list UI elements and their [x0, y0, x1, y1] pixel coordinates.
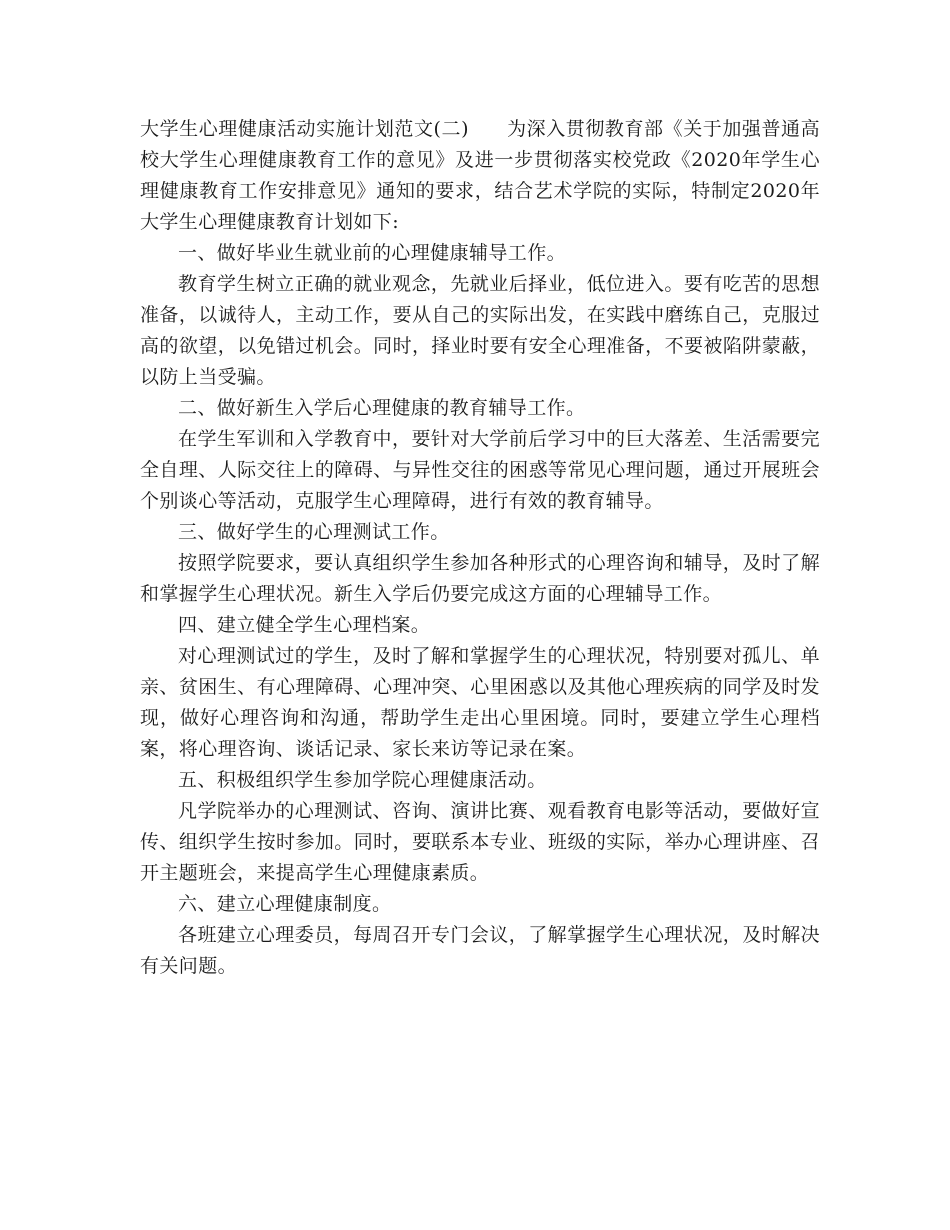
section-heading-3: 三、做好学生的心理测试工作。 [178, 521, 450, 543]
document-body [140, 114, 820, 982]
section-heading-5: 五、积极组织学生参加学院心理健康活动。 [178, 769, 547, 791]
section-heading-1: 一、做好毕业生就业前的心理健康辅导工作。 [178, 242, 567, 264]
intro-text: 为深入贯彻教育部《关于加强普通高校大学生心理健康教育工作的意见》及进一步贯彻落实校党政《2020年学生心理健康教育工作安排意见》通知的要求，结合艺术学院的实际，特制定2020年大学生心理健康教育计划如下: [140, 118, 821, 233]
section-heading-2: 二、做好新生入学后心理健康的教育辅导工作。 [178, 397, 586, 419]
opening-paragraph [140, 114, 820, 238]
section-body-3: 按照学院要求，要认真组织学生参加各种形式的心理咨询和辅导，及时了解和掌握学生心理状况。新生入学后仍要完成这方面的心理辅导工作。 [140, 552, 820, 605]
section-body-2: 在学生军训和入学教育中，要针对大学前后学习中的巨大落差、生活需要完全自理、人际交往上的障碍、与异性交往的困惑等常见心理问题，通过开展班会个别谈心等活动，克服学生心理障碍，进行有效的教育辅导。 [140, 428, 820, 512]
section-body-4: 对心理测试过的学生，及时了解和掌握学生的心理状况，特别要对孤儿、单亲、贫困生、有心理障碍、心理冲突、心里困惑以及其他心理疾病的同学及时发现，做好心理咨询和沟通，帮助学生走出心里困境。同时，要建立学生心理档案，将心理咨询、谈话记录、家长来访等记录在案。 [140, 645, 820, 760]
section-heading-4: 四、建立健全学生心理档案。 [178, 614, 431, 636]
section-body-5: 凡学院举办的心理测试、咨询、演讲比赛、观看教育电影等活动，要做好宣传、组织学生按时参加。同时，要联系本专业、班级的实际，举办心理讲座、召开主题班会，来提高学生心理健康素质。 [140, 800, 820, 884]
section-body-1: 教育学生树立正确的就业观念，先就业后择业，低位进入。要有吃苦的思想准备，以诚待人，主动工作，要从自己的实际出发，在实践中磨练自己，克服过高的欲望，以免错过机会。同时，择业时要有安全心理准备，不要被陷阱蒙蔽，以防上当受骗。 [140, 273, 820, 388]
section-body-6: 各班建立心理委员，每周召开专门会议，了解掌握学生心理状况，及时解决有关问题。 [140, 924, 820, 977]
document-title: 大学生心理健康活动实施计划范文(二) [140, 118, 469, 140]
section-heading-6: 六、建立心理健康制度。 [178, 893, 392, 915]
